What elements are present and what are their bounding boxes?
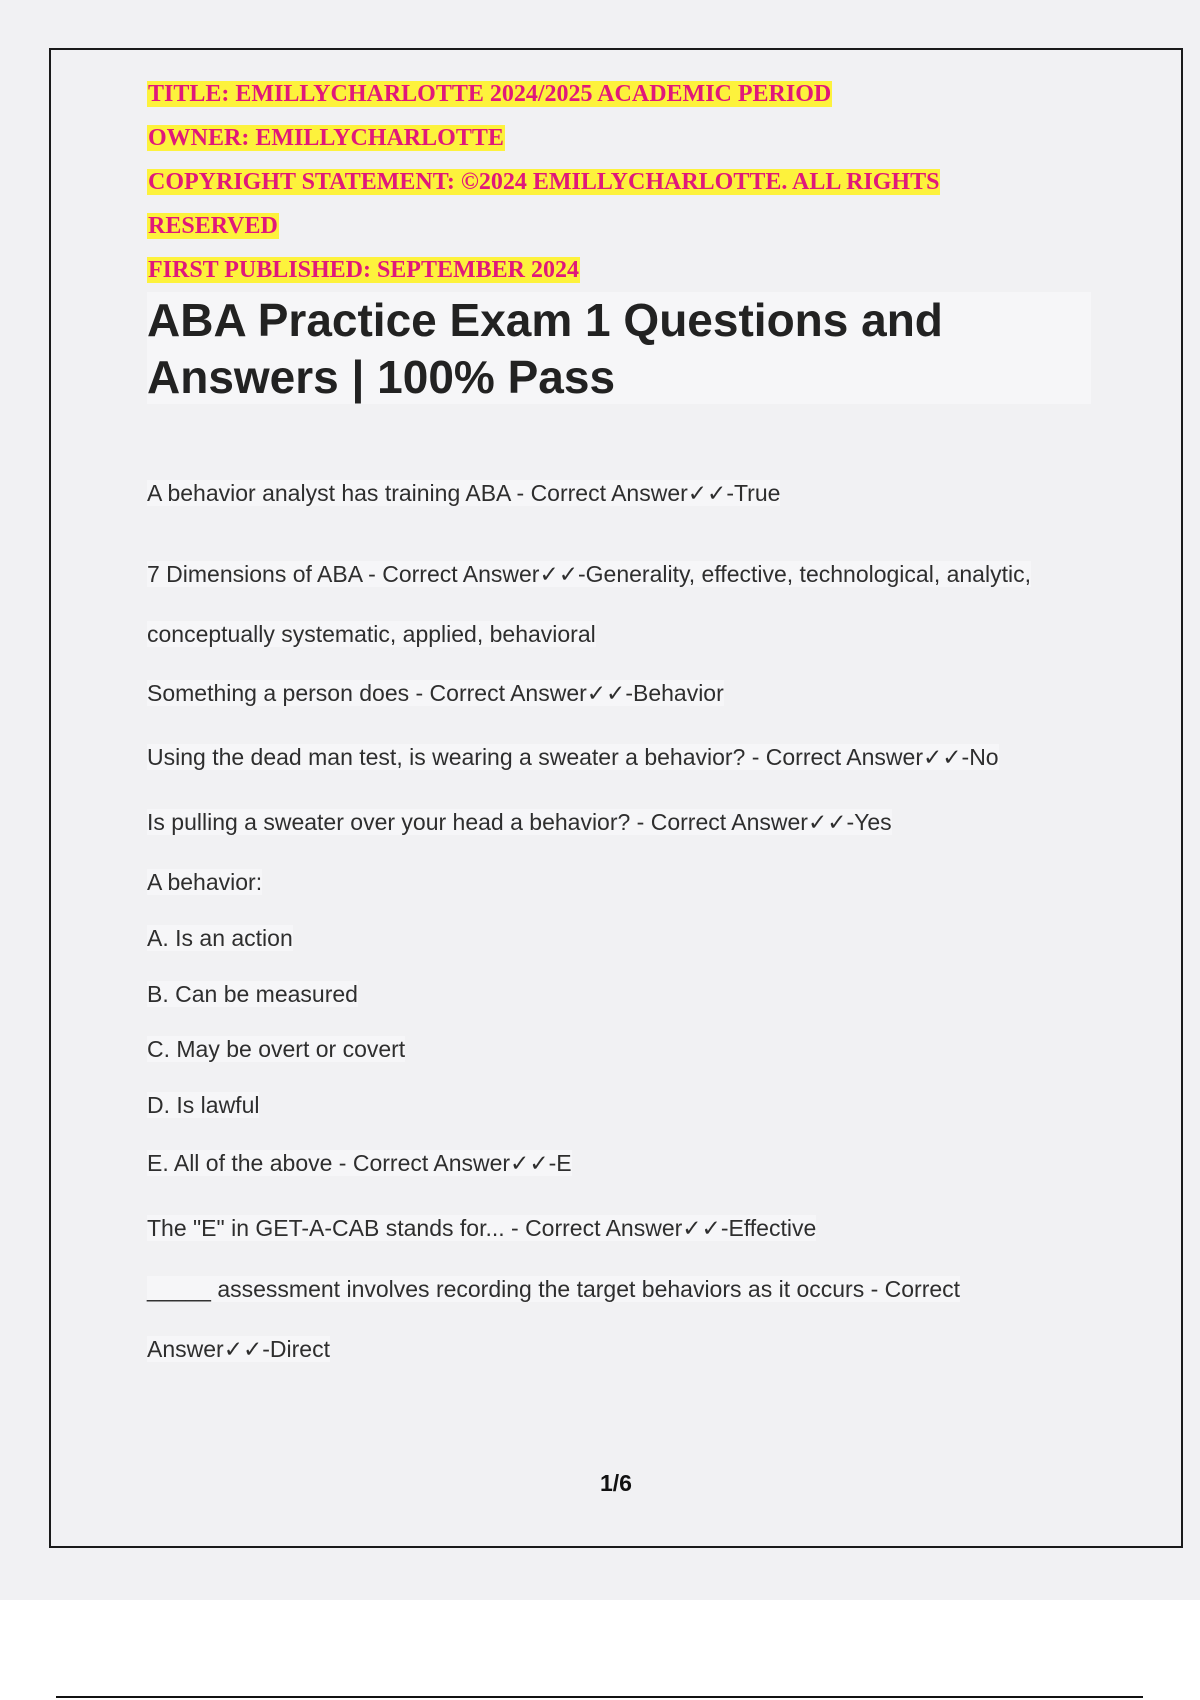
metadata-copyright-continued: RESERVED — [148, 213, 278, 239]
footer-divider — [56, 1696, 1143, 1698]
metadata-owner: OWNER: EMILLYCHARLOTTE — [148, 125, 504, 151]
qa-line: A behavior analyst has training ABA - Correct Answer✓✓-True — [147, 480, 781, 506]
qa-line: Using the dead man test, is wearing a sweater a behavior? - Correct Answer✓✓-No — [147, 744, 999, 770]
qa-line: A. Is an action — [147, 925, 293, 951]
qa-line: Something a person does - Correct Answer✓✓-Behavior — [147, 680, 724, 706]
metadata-copyright: COPYRIGHT STATEMENT: ©2024 EMILLYCHARLOTTE. ALL RIGHTS — [148, 169, 940, 195]
qa-line: _____ assessment involves recording the target behaviors as it occurs - Correct — [147, 1276, 961, 1302]
qa-line: C. May be overt or covert — [147, 1036, 406, 1062]
qa-line: B. Can be measured — [147, 981, 358, 1007]
document-title — [147, 292, 1091, 406]
metadata-title: TITLE: EMILLYCHARLOTTE 2024/2025 ACADEMIC PERIOD — [148, 81, 832, 107]
qa-line: 7 Dimensions of ABA - Correct Answer✓✓-Generality, effective, technological, analytic, — [147, 561, 1031, 587]
document-title-line: Answers | 100% Pass — [147, 351, 616, 403]
document-page — [49, 48, 1183, 1548]
document-title-block — [147, 292, 1091, 404]
qa-line: The "E" in GET-A-CAB stands for... - Correct Answer✓✓-Effective — [147, 1215, 817, 1241]
document-title-line: ABA Practice Exam 1 Questions and — [147, 294, 943, 346]
metadata-block — [147, 72, 940, 292]
qa-line: E. All of the above - Correct Answer✓✓-E — [147, 1150, 572, 1176]
qa-line: D. Is lawful — [147, 1092, 260, 1118]
metadata-published: FIRST PUBLISHED: SEPTEMBER 2024 — [148, 257, 579, 283]
qa-line: conceptually systematic, applied, behavioral — [147, 621, 596, 647]
qa-line: Is pulling a sweater over your head a behavior? - Correct Answer✓✓-Yes — [147, 809, 892, 835]
qa-line: Answer✓✓-Direct — [147, 1336, 330, 1362]
page-number: 1/6 — [600, 1470, 632, 1496]
qa-line: A behavior: — [147, 869, 263, 895]
